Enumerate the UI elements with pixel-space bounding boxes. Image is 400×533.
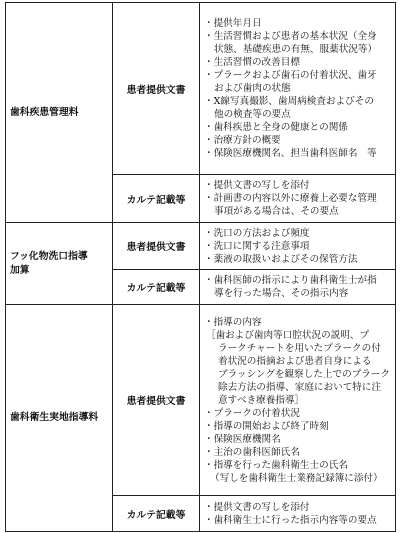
list-item: 意すべき療養指導］ [218,394,305,406]
chart-record-items [200,270,396,305]
patient-document-items [200,3,396,175]
patient-document-items [200,305,396,496]
list-item: ・プラークの付着状況 [204,407,300,419]
patient-document-label: 患者提供文書 [113,305,200,496]
list-item: ・提供文書の写しを添付 [204,180,310,191]
list-item: ・プラークおよび歯石の付着状況、歯牙 [204,70,377,81]
requirements-table [5,2,396,532]
list-item: ・治療方針の概要 [204,135,281,146]
list-item: ・生活習慣の改善目標 [204,57,300,68]
list-item: ラークチャートを用いたプラークの付 [218,342,381,354]
list-item: ・歯科医師の指示により歯科衛生士が指 [204,275,377,286]
section-dental-disease-management [6,3,113,223]
list-item: ・指導の開始および終了時刻 [204,420,329,432]
section-label: 歯科疾患管理料 [10,106,79,118]
list-item: ・提供年月日 [204,18,262,29]
chart-record-items [200,496,396,532]
list-item: （写しを歯科衛生士業務記録簿に添付） [210,472,383,484]
list-item: 事項がある場合は、その要点 [214,206,339,217]
list-item: 導を行った場合、その指示内容 [214,288,349,299]
list-item: および歯肉の状態 [214,83,291,94]
list-item: ・生活習慣および患者の基本状況（全身 [204,31,377,42]
patient-document-items [200,223,396,270]
chart-record-label: カルテ記載等 [113,175,200,223]
patient-document-label: 患者提供文書 [113,223,200,270]
section-label-line: 加算 [10,264,30,276]
table-row [6,305,396,496]
patient-document-label: 患者提供文書 [113,3,200,175]
list-item: 除去方法の指導、家庭において特に注 [218,381,382,393]
table-row [6,223,396,270]
list-item: ・X線写真撮影、歯周病検査およびその [204,96,374,107]
list-item: ブラッシングを観察した上でのプラーク [218,368,391,380]
list-item: ・洗口に関する注意事項 [204,240,310,252]
list-item: ・指導を行った歯科衛生士の氏名 [204,459,348,471]
list-item: ・保険医療機関名、担当歯科医師名 等 [204,148,377,159]
list-item: ・指導の内容 [204,316,262,328]
chart-record-items [200,175,396,223]
list-item: ・計画書の内容以外に療養上必要な管理 [204,193,377,204]
list-item: ［歯および歯肉等口腔状況の説明、プ [206,329,370,341]
list-item: ・歯科疾患と全身の健康との関係 [204,122,348,133]
section-dental-hygiene-instruction [6,305,113,532]
list-item: ・薬液の取扱いおよびその保管方法 [204,253,358,265]
list-item: ・提供文書の写しを添付 [204,501,310,513]
table-row [6,3,396,175]
chart-record-label: カルテ記載等 [113,496,200,532]
list-item: ・主治の歯科医師氏名 [204,446,300,458]
list-item: ・保険医療機関名 [204,433,281,445]
list-item: 他の検査等の要点 [214,109,291,120]
list-item: 着状況の指摘および患者自身による [218,355,372,367]
section-fluoride-rinse [6,223,113,305]
list-item: ・歯科衛生士に行った指示内容等の要点 [204,514,377,526]
section-label: 歯科衛生実地指導料 [10,412,99,423]
list-item: 状態、基礎疾患の有無、服薬状況等） [214,44,378,55]
chart-record-label: カルテ記載等 [113,270,200,305]
section-label-line: フッ化物洗口指導 [10,250,88,262]
list-item: ・洗口の方法および頻度 [204,227,310,239]
